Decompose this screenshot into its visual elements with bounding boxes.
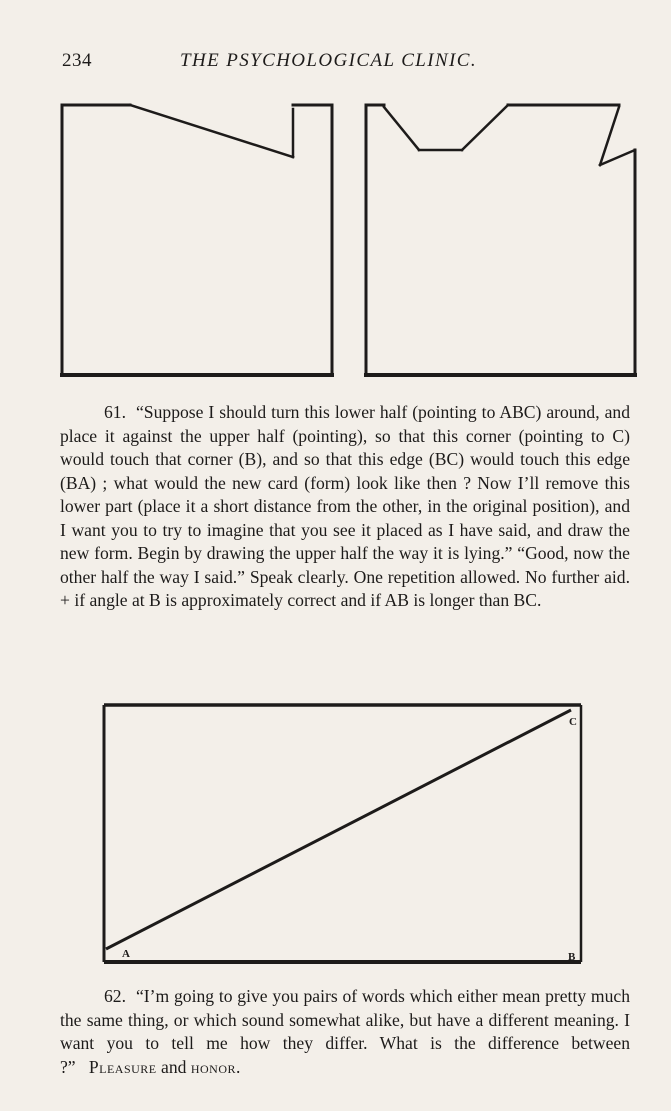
- left-card-form: [62, 105, 332, 375]
- label-b: B: [568, 951, 576, 963]
- figure-rectangle-diagonal: [0, 700, 671, 970]
- paragraph-61: [60, 401, 630, 613]
- word-connector: and: [161, 1056, 187, 1077]
- word-honor: honor.: [190, 1056, 241, 1077]
- paragraph-62-number: 62.: [104, 986, 126, 1006]
- paragraph-61-text: “Suppose I should turn this lower half (pointing to ABC) around, and place it against the upper half (pointing), so that this corner (pointing to C) would touch that corner (B), and so that this edge (BC) would touch this edge (BA) ; what would the new card (form) look like then ? Now I’ll remove this lower part (place it a short distance from the other, in the original position), and I want you to try to imagine that you see it placed as I have said, and draw the new form. Begin by drawing the upper half the way it is lying.” “Good, now the other half the way I said.” Speak clearly. One repetition allowed. No further aid. + if angle at B is approximately correct and if AB is longer than BC.: [60, 402, 630, 610]
- page-number: 234: [62, 50, 92, 71]
- diagonal-line: [106, 710, 571, 949]
- page-header: [62, 50, 622, 78]
- label-c: C: [569, 716, 577, 728]
- paragraph-62: [60, 985, 630, 1079]
- paragraph-61-number: 61.: [104, 402, 126, 422]
- paragraph-62-text: “I’m going to give you pairs of words which either mean pretty much the same thing, or which sound somewhat alike, but have a different meaning. I want you to tell me how they differ. What is the difference between ?”: [60, 986, 630, 1077]
- right-card-form: [366, 105, 635, 375]
- label-a: A: [122, 948, 130, 960]
- running-title: THE PSYCHOLOGICAL CLINIC.: [180, 50, 478, 71]
- word-pleasure: Pleasure: [88, 1056, 157, 1077]
- figure-card-forms: [0, 95, 671, 385]
